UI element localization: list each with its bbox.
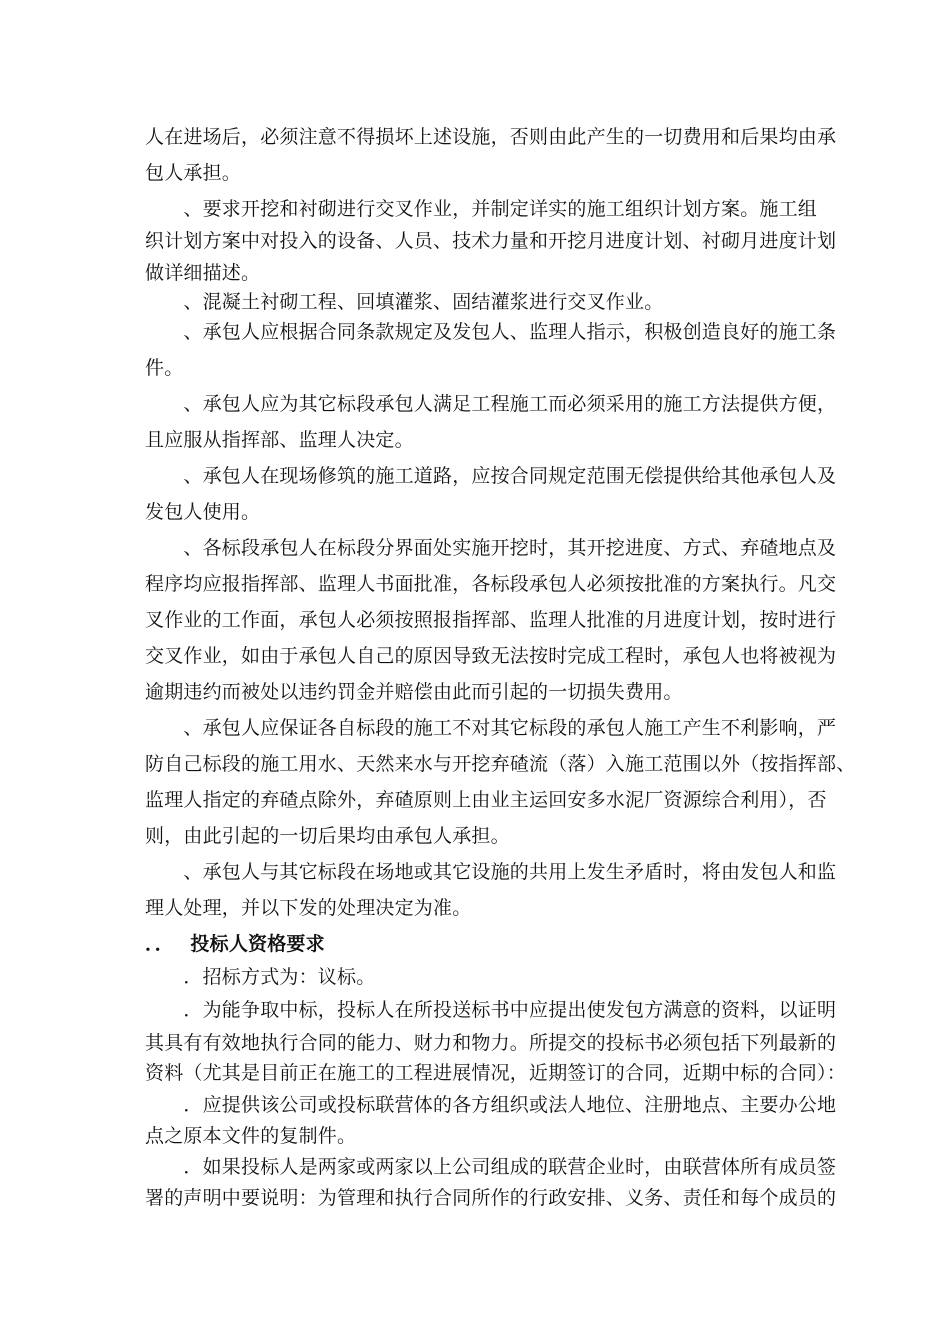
text-line: 、承包人在现场修筑的施工道路，应按合同规定范围无偿提供给其他承包人及	[145, 465, 837, 487]
text-line: 、承包人应保证各自标段的施工不对其它标段的承包人施工产生不利影响，严	[145, 717, 837, 739]
text-line: 程序均应报指挥部、监理人书面批准，各标段承包人必须按批准的方案执行。凡交	[145, 573, 837, 595]
text-line: 逾期违约而被处以违约罚金并赔偿由此而引起的一切损失费用。	[145, 681, 683, 703]
text-line: 监理人指定的弃碴点除外，弃碴原则上由业主运回安多水泥厂资源综合利用），否	[145, 789, 827, 811]
text-line: 、各标段承包人在标段分界面处实施开挖时，其开挖进度、方式、弃碴地点及	[145, 537, 837, 559]
text-line: 点之原本文件的复制件。	[145, 1125, 357, 1147]
text-line: 织计划方案中对投入的设备、人员、技术力量和开挖月进度计划、衬砌月进度计划	[145, 230, 837, 252]
text-line: 、要求开挖和衬砌进行交叉作业，并制定详实的施工组织计划方案。施工组	[145, 198, 818, 220]
text-line: 做详细描述。	[145, 262, 261, 284]
text-line: ．应提供该公司或投标联营体的各方组织或法人地位、注册地点、主要办公地	[145, 1094, 837, 1116]
text-line: 、混凝土衬砌工程、回填灌浆、固结灌浆进行交叉作业。	[145, 291, 664, 313]
text-line: ．为能争取中标，投标人在所投送标书中应提出使发包方满意的资料，以证明	[145, 999, 837, 1021]
text-line: 叉作业的工作面，承包人必须按照报指挥部、监理人批准的月进度计划，按时进行	[145, 609, 837, 631]
text-line: 交叉作业，如由于承包人自己的原因导致无法按时完成工程时，承包人也将被视为	[145, 645, 837, 667]
text-line: 且应服从指挥部、监理人决定。	[145, 429, 414, 451]
text-line: 署的声明中要说明：为管理和执行合同所作的行政安排、义务、责任和每个成员的	[145, 1187, 837, 1209]
text-line: 包人承担。	[145, 162, 242, 184]
text-line: 、承包人与其它标段在场地或其它设施的共用上发生矛盾时，将由发包人和监	[145, 861, 837, 883]
text-line: 资料（尤其是目前正在施工的工程进展情况，近期签订的合同，近期中标的合同）：	[145, 1062, 846, 1084]
text-line: 件。	[145, 357, 184, 379]
text-line: ．招标方式为：议标。	[145, 966, 376, 988]
text-line: 则，由此引起的一切后果均由承包人承担。	[145, 825, 510, 847]
text-line: 人在进场后，必须注意不得损坏上述设施，否则由此产生的一切费用和后果均由承	[145, 126, 837, 148]
text-line: 、承包人应为其它标段承包人满足工程施工而必须采用的施工方法提供方便，	[145, 393, 837, 415]
section-heading: ．． 投标人资格要求	[145, 933, 325, 955]
text-line: 理人处理，并以下发的处理决定为准。	[145, 897, 472, 919]
text-line: 、承包人应根据合同条款规定及发包人、监理人指示，积极创造良好的施工条	[145, 321, 837, 343]
text-line: ．如果投标人是两家或两家以上公司组成的联营企业时，由联营体所有成员签	[145, 1156, 837, 1178]
text-line: 其具有有效地执行合同的能力、财力和物力。所提交的投标书必须包括下列最新的	[145, 1032, 837, 1054]
text-line: 防自己标段的施工用水、天然来水与开挖弃碴流（落）入施工范围以外（按指挥部、	[145, 753, 856, 775]
text-line: 发包人使用。	[145, 501, 261, 523]
